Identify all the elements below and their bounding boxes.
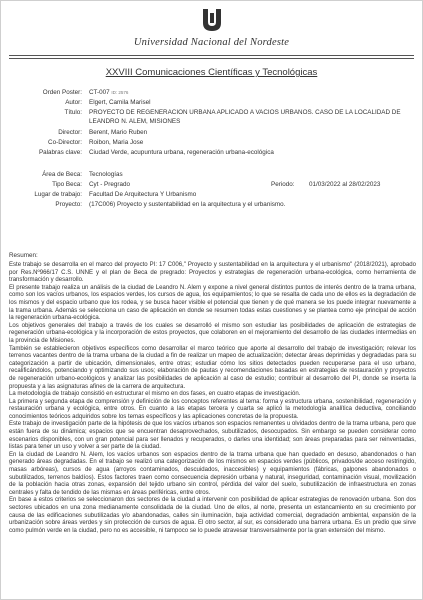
- field-label: Orden Poster:: [42, 89, 82, 96]
- poster-id: ID: 2576: [111, 90, 129, 95]
- field-label: Co-Director:: [48, 139, 82, 146]
- field-label: Tipo Beca:: [52, 181, 82, 188]
- resumen-paragraph: Este trabajo de investigación parte de la hipótesis de que los vacíos urbanos son espacios remanentes u olvidados dentro de la trama urbana, pero que están fuera de su dinámica; espacios que se encuentran desaprovechados, subutilizados, desocupados. Sin embargo se pueden considerar como escenarios disponibles, con un gran potencial para ser llenados y recuperados, o darles una identidad; son áreas preparadas para ser reinventadas, listas para tener un uso y volver a ser parte de la ciudad.: [9, 421, 416, 451]
- resumen-paragraph: La primera y segunda etapa de comprensión y definición de los conceptos referentes al tema: forma y estructura urbana, sostenibilidad, regeneración y restauración urbana y ecológica, entre otros. En cuanto a las etapas tercera y cuarta se aplicó la metodología analítica deductiva, conciliando conocimientos teóricos adquiridos sobre los temas específicos y las aplicaciones concretas de la propuesta.: [9, 398, 416, 420]
- resumen-paragraph: En base a estos criterios se seleccionaron dos sectores de la ciudad a intervenir con posibilidad de aplicar estrategias de renovación urbana. Son dos sectores ubicados en una zona medianamente consolidada de la ciudad. Uno de ellos, al norte, presenta un estancamiento en su crecimiento por causa de las edificaciones subutilizadas y/o abandonadas, calles sin iluminación, baja actividad comercial, degradación ambiental, expansión de la urbanización sobre áreas verdes y sin protección de cursos de agua. El otro sector, al sur, es considerado una barrera urbana. Es un predio que sirve como pulmón verde en la ciudad, pero no es accesible, ni tampoco se lo puede atravesar transversalmente por la gran extensión del mismo.: [9, 497, 416, 534]
- field-label: Título:: [64, 109, 82, 116]
- field-value: CT-007 ID: 2576: [89, 89, 129, 96]
- resumen-paragraph: También se establecieron objetivos específicos como desarrollar el marco teórico que aporte al desarrollo del trabajo de investigación; relevar los terrenos vacantes dentro de la trama urbana de la ciudad a fin de realizar un mapeo de actualización; detectar áreas deprimidas y degradadas para su categorización a partir de ubicación, dimensionales, entre otras; estudiar cómo los sitios detectados pueden recuperarse para el uso urbano, recalificándolos, potenciando y optimizando sus usos; elaboración de pautas y recomendaciones basadas en estrategias de restauración y proyectos de regeneración urbano-ecológicos y analizar las posibilidades de aplicación al caso de estudio; contribuir al desarrollo del PI, donde se inserta la propuesta y a las asignaturas afines de la carrera de arquitectura.: [9, 345, 416, 390]
- field-value: Tecnologías: [89, 171, 123, 178]
- field-label: Proyecto:: [55, 201, 82, 208]
- university-name: Universidad Nacional del Nordeste: [133, 37, 290, 48]
- header-rule-bottom: [9, 58, 414, 59]
- period-label: Periodo:: [271, 181, 295, 188]
- resumen-paragraph: Los objetivos generales del trabajo a través de los cuales se desarrolló el mismo son estudiar las posibilidades de aplicación de estrategias de regeneración urbana-ecológica y la incorporación de estos proyectos, que colaboren en el mejoramiento del desarrollo de las ciudades intermedias en la provincia de Misiones.: [9, 322, 416, 344]
- field-value: Roibon, Maria Jose: [89, 139, 144, 146]
- resumen-paragraph: El presente trabajo realiza un análisis de la ciudad de Leandro N. Alem y expone a nivel general distintos puntos de interés dentro de la trama urbana, como son los vacíos urbanos, los espacios verdes, los cursos de agua, los equipamientos; lo que se resalta de cada uno de ellos es la degradación de los mismos y del espacio urbano que los rodea, y se busca hacer visible el potencial que tienen y de qué manera se los puede integrar nuevamente a la trama urbana. Además se selecciona un caso de aplicación en donde se resumen todas estas cuestiones y se plantea como eje principal de acción la regeneración urbana-ecológica.: [9, 284, 416, 322]
- field-label: Área de Beca:: [42, 171, 82, 178]
- header-rule-top: [9, 55, 414, 56]
- resumen-body: [9, 262, 416, 535]
- field-value: Elgert, Camila Marisel: [89, 99, 151, 106]
- field-value: (17C006) Proyecto y sustentabilidad en la arquitectura y el urbanismo.: [89, 201, 286, 208]
- field-label: Autor:: [65, 99, 82, 106]
- event-title: XXVIII Comunicaciones Científicas y Tecnológicas: [105, 67, 318, 78]
- period-value: 01/03/2022 al 28/02/2023: [309, 181, 381, 188]
- field-value: Facultad De Arquitectura Y Urbanismo: [89, 191, 197, 198]
- resumen-label: Resumen:: [9, 252, 38, 259]
- university-logo-icon: [201, 9, 223, 33]
- resumen-paragraph: Este trabajo se desarrolla en el marco del proyecto PI: 17 C006," Proyecto y sustentabilidad en la arquitectura y el urbanismo" (2018/2021), aprobado por Res.Nº966/17 C.S. UNNE y el plan de Beca de pregrado: Proyectos y estrategias de regeneración urbana-ecológica, como herramienta de transformación y desarrollo.: [9, 262, 416, 284]
- resumen-paragraph: La metodología de trabajo consistió en estructurar el mismo en dos fases, en cuatro etapas de investigación.: [9, 391, 301, 398]
- resumen-paragraph: En la ciudad de Leandro N. Alem, los vacíos urbanos son espacios dentro de la trama urbana que han quedado en desuso, abandonados o han generado áreas degradadas. En el trabajo se realizó una categorización de los mismos en espacios verdes (públicos, privados/de acceso restringido, masas arbóreas), cursos de agua (arroyos contaminados, descuidados, inaccesibles) y equipamientos (fábricas, galpones abandonados o subutilizados, terrenos baldíos). Estos factores traen como consecuencia depresión urbana y natural, inseguridad, contaminación visual, movilización de la población hacia otras zonas, expansión del tejido urbano sin control, pérdida del valor del suelo, subutilización de infraestructura en zonas centrales y falta de tendido de las mismas en áreas periféricas, entre otros.: [9, 451, 416, 496]
- field-value: PROYECTO DE REGENERACION URBANA APLICADO A VACIOS URBANOS. CASO DE LA LOCALIDAD DE LEANDRO N. ALEM, MISIONES: [89, 109, 401, 125]
- field-value: Ciudad Verde, acupuntura urbana, regeneración urbana-ecológica: [89, 149, 274, 156]
- field-value: Berent, Mario Ruben: [89, 129, 148, 136]
- field-label: Palabras clave:: [38, 149, 82, 156]
- field-label: Lugar de trabajo:: [34, 191, 82, 198]
- field-label: Director:: [58, 129, 82, 136]
- field-value: Cyt - Pregrado: [89, 181, 130, 188]
